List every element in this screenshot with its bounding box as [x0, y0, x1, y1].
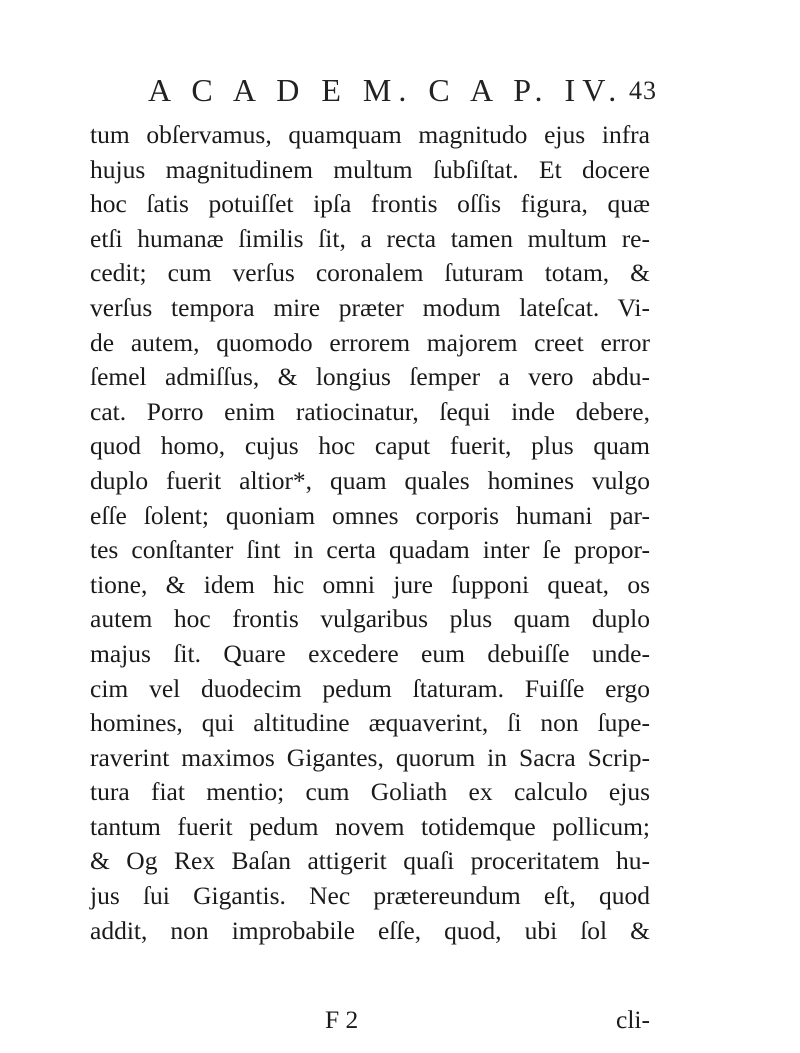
- text-line: jus ſui Gigantis. Nec prætereundum eſt, quod: [90, 881, 650, 911]
- text-line: tes conſtanter ſint in certa quadam inter ſe propor-: [90, 535, 650, 565]
- running-head: [112, 72, 657, 116]
- text-line: autem hoc frontis vulgaribus plus quam duplo: [90, 604, 650, 634]
- text-line: tura fiat mentio; cum Goliath ex calculo ejus: [90, 777, 650, 807]
- text-line: duplo fuerit altior*, quam quales homines vulgo: [90, 465, 650, 495]
- text-line: addit, non improbabile eſſe, quod, ubi ſol &: [90, 915, 650, 945]
- text-line: eſſe ſolent; quoniam omnes corporis humani par-: [90, 500, 650, 530]
- signature-mark: F 2: [325, 1005, 359, 1034]
- text-line: quod homo, cujus hoc caput fuerit, plus quam: [90, 431, 650, 461]
- text-line: cedit; cum verſus coronalem ſuturam totam, &: [90, 258, 650, 288]
- text-line: majus ſit. Quare excedere eum debuiſſe unde-: [90, 638, 650, 668]
- text-line: homines, qui altitudine æquaverint, ſi non ſupe-: [90, 708, 650, 738]
- text-line: raverint maximos Gigantes, quorum in Sacra Scrip-: [90, 742, 650, 772]
- text-line: ſemel admiſſus, & longius ſemper a vero abdu-: [90, 362, 650, 392]
- text-line: tum obſervamus, quamquam magnitudo ejus infra: [90, 120, 650, 149]
- page-number: 43: [629, 76, 657, 105]
- text-line: de autem, quomodo errorem majorem creet error: [90, 327, 650, 357]
- text-line: tantum fuerit pedum novem totidemque pollicum;: [90, 811, 650, 841]
- page-footer: [90, 1003, 650, 1037]
- catchword: cli-: [616, 1005, 650, 1034]
- text-line: & Og Rex Baſan attigerit quaſi proceritatem hu-: [90, 846, 650, 876]
- text-line: hoc ſatis potuiſſet ipſa frontis oſſis figura, quæ: [90, 189, 650, 219]
- text-line: etſi humanæ ſimilis ſit, a recta tamen multum re-: [90, 223, 650, 253]
- text-line: cat. Porro enim ratiocinatur, ſequi inde debere,: [90, 396, 650, 426]
- text-line: tione, & idem hic omni jure ſupponi queat, os: [90, 569, 650, 599]
- body-text: [90, 118, 650, 948]
- text-line: cim vel duodecim pedum ſtaturam. Fuiſſe ergo: [90, 673, 650, 703]
- text-line: verſus tempora mire præter modum lateſcat. Vi-: [90, 292, 650, 322]
- text-line: hujus magnitudinem multum ſubſiſtat. Et docere: [90, 154, 650, 184]
- running-title: A C A D E M. C A P. IV.: [148, 72, 624, 108]
